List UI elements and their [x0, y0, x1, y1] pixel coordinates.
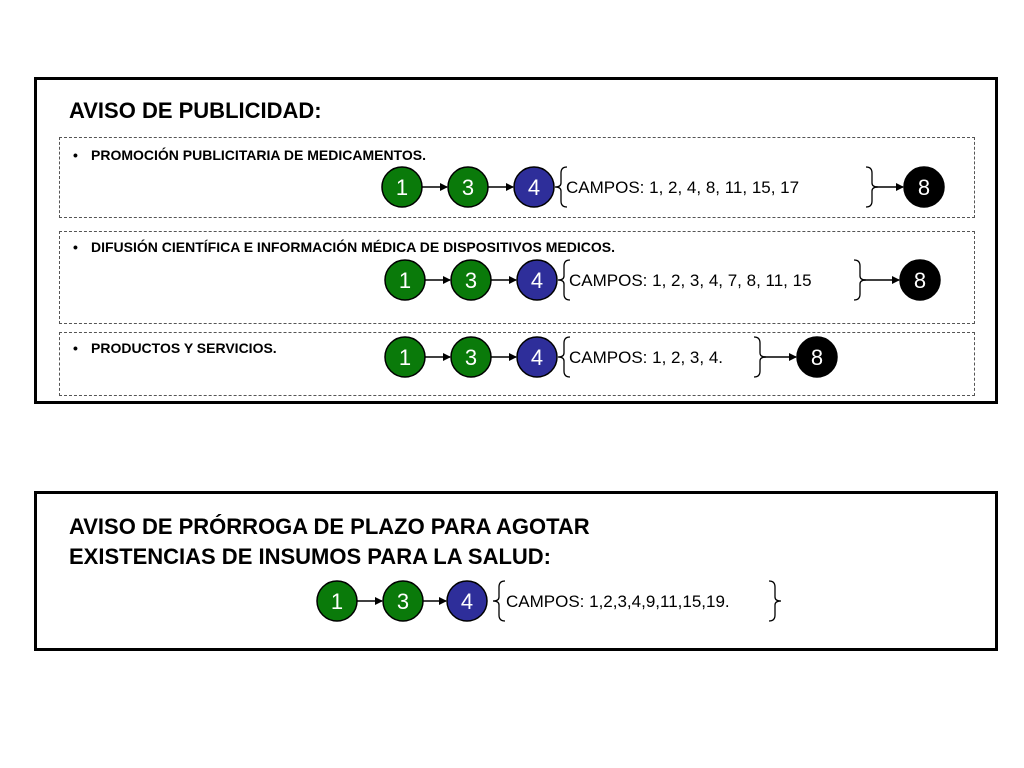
node-8-final-label: 8: [810, 345, 824, 370]
node-4-label: 4: [527, 175, 541, 200]
node-4-label: 4: [530, 268, 544, 293]
campos-text: CAMPOS: 1, 2, 3, 4.: [569, 348, 724, 367]
right-brace: [769, 581, 781, 621]
node-1-label: 1: [398, 268, 412, 293]
campos-text: CAMPOS: 1,2,3,4,9,11,15,19.: [506, 592, 730, 611]
node-8-final-label: 8: [917, 175, 931, 200]
node-3-label: 3: [464, 268, 478, 293]
row-label-text: PROMOCIÓN PUBLICITARIA DE MEDICAMENTOS.: [91, 147, 426, 163]
node-1-label: 1: [330, 589, 344, 614]
node-3-label: 3: [464, 345, 478, 370]
bullet-icon: •: [73, 239, 78, 255]
campos-text: CAMPOS: 1, 2, 3, 4, 7, 8, 11, 15: [569, 271, 812, 290]
node-3-label: 3: [461, 175, 475, 200]
node-1-label: 1: [395, 175, 409, 200]
left-brace: [493, 581, 505, 621]
campos-text: CAMPOS: 1, 2, 4, 8, 11, 15, 17: [566, 178, 800, 197]
row-label-text: DIFUSIÓN CIENTÍFICA E INFORMACIÓN MÉDICA DE DISPOSITIVOS MEDICOS.: [91, 239, 615, 255]
node-4-label: 4: [460, 589, 474, 614]
row-label-text: PRODUCTOS Y SERVICIOS.: [91, 340, 277, 356]
aviso-prorroga-title-line1: AVISO DE PRÓRROGA DE PLAZO PARA AGOTAR: [69, 514, 590, 539]
node-8-final-label: 8: [913, 268, 927, 293]
node-3-label: 3: [396, 589, 410, 614]
aviso-prorroga-title-line2: EXISTENCIAS DE INSUMOS PARA LA SALUD:: [69, 544, 551, 569]
bullet-icon: •: [73, 340, 78, 356]
node-1-label: 1: [398, 345, 412, 370]
aviso-publicidad-title: AVISO DE PUBLICIDAD:: [69, 98, 322, 123]
node-4-label: 4: [530, 345, 544, 370]
bullet-icon: •: [73, 147, 78, 163]
